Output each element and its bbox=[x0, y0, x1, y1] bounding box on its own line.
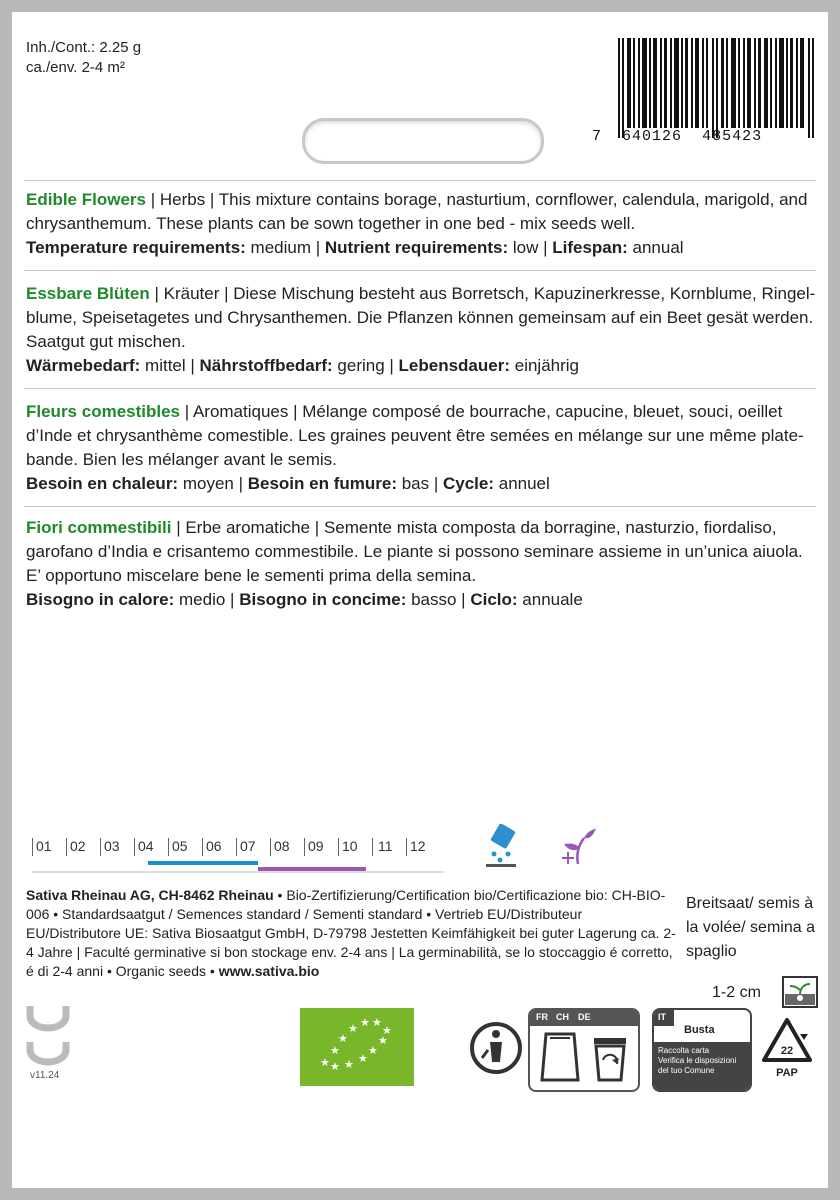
disposal-instructions bbox=[654, 1042, 750, 1090]
certification-text: • Bio-Zertifizierung/Certification bio/Certificazione bio: CH-BIO-006 • Standardsaatgut / Semences standard / Sementi standard • Vertrieb EU/Distributeur EU/Distributore UE: Sativa Biosaatgut GmbH, D-79798 Jestetten Keimfähigkeit bei guter Lagerung ca. 2-4 Jahre | Faculté germinative si bon stockage env. 2-4 ans | La germinabilità, se lo stoccaggio é corretto, é di 2-4 anni • Organic seeds • bbox=[26, 887, 676, 979]
month-label: 09 bbox=[308, 838, 324, 854]
lifespan-label: Lebensdauer: bbox=[398, 356, 511, 375]
month-divider bbox=[338, 838, 339, 856]
verifica-text: Verifica le disposizioni del tuo Comune bbox=[658, 1056, 737, 1075]
temp-label: Wärmebedarf: bbox=[26, 356, 141, 375]
nutrient-label: Nutrient requirements: bbox=[324, 238, 509, 257]
lifespan-value: einjährig bbox=[510, 356, 580, 375]
month-label: 06 bbox=[206, 838, 222, 854]
temp-label: Temperature requirements: bbox=[26, 238, 246, 257]
sowing-depth-icon bbox=[782, 976, 818, 1008]
svg-text:★: ★ bbox=[338, 1032, 348, 1045]
section-text: Semente mista composta da borragine, nasturzio, fiordaliso, garofano d’India e crisantemo commestibile. Le piante si possono seminare assieme in un’unica aiuola. E’ opportuno miscelare bene le sementi prima della semina. bbox=[26, 518, 803, 585]
svg-text:★: ★ bbox=[372, 1016, 382, 1029]
company-name: Sativa Rheinau AG, CH-8462 Rheinau bbox=[26, 887, 274, 903]
paper-bag-icon bbox=[538, 1030, 582, 1084]
month-divider bbox=[236, 838, 237, 856]
section-category: | Kräuter | bbox=[149, 284, 234, 303]
section-title: Fiori commestibili bbox=[26, 518, 172, 537]
country-ch: CH bbox=[556, 1012, 569, 1022]
svg-text:★: ★ bbox=[344, 1058, 354, 1071]
section-category: | Aromatiques | bbox=[180, 402, 303, 421]
divider bbox=[24, 388, 816, 389]
nutrient-value: gering | bbox=[332, 356, 399, 375]
svg-text:★: ★ bbox=[330, 1044, 340, 1057]
temp-label: Besoin en chaleur: bbox=[26, 474, 179, 493]
packet-area: ca./env. 2-4 m² bbox=[26, 59, 125, 76]
svg-text:★: ★ bbox=[330, 1060, 340, 1073]
sorting-info-box bbox=[528, 1008, 640, 1092]
section-title: Edible Flowers bbox=[26, 190, 146, 209]
month-divider bbox=[372, 838, 373, 856]
lifespan-value: annual bbox=[627, 238, 684, 257]
raccolta-text: Raccolta carta bbox=[658, 1046, 710, 1055]
lifespan-label: Cycle: bbox=[442, 474, 495, 493]
lifespan-value: annuale bbox=[517, 590, 583, 609]
section-text: Diese Mischung besteht aus Borretsch, Kapuzinerkresse, Kornblume, Ringel-blume, Speisetagetes und Chrysanthemen. Die Pflanzen können gemeinsam auf ein Beet gesät werden. Saatgut gut mischen. bbox=[26, 284, 816, 351]
pap-number: 22 bbox=[780, 1045, 794, 1057]
lifespan-value: annuel bbox=[494, 474, 550, 493]
eu-star-leaf-icon bbox=[300, 1008, 414, 1086]
hanger-slot bbox=[302, 118, 544, 164]
temp-value: moyen | bbox=[178, 474, 248, 493]
month-divider bbox=[100, 838, 101, 856]
section-german bbox=[26, 282, 816, 378]
lifespan-label: Lifespan: bbox=[552, 238, 628, 257]
nutrient-value: bas | bbox=[396, 474, 443, 493]
section-english bbox=[26, 188, 816, 260]
month-label: 05 bbox=[172, 838, 188, 854]
month-label: 11 bbox=[378, 838, 393, 854]
nutrient-value: basso | bbox=[406, 590, 471, 609]
section-text: Mélange composé de bourrache, capucine, bleuet, souci, oeillet d’Inde et chrysanthème comestible. Les graines peuvent être semées en mélange sur une même plate-bande. Bien les mélanger avant le semis. bbox=[26, 402, 804, 469]
month-divider bbox=[32, 838, 33, 856]
company-info bbox=[26, 886, 676, 981]
website-link[interactable]: www.sativa.bio bbox=[218, 963, 320, 979]
barcode-group-1: 640126 bbox=[622, 128, 683, 145]
packet-content: Inh./Cont.: 2.25 g bbox=[26, 39, 142, 56]
sowing-depth: 1-2 cm bbox=[712, 984, 761, 1001]
eu-organic-logo bbox=[300, 1008, 414, 1086]
nutrient-label: Nährstoffbedarf: bbox=[199, 356, 333, 375]
svg-text:★: ★ bbox=[360, 1016, 370, 1029]
temp-label: Bisogno in calore: bbox=[26, 590, 175, 609]
busta-label: Busta bbox=[684, 1024, 715, 1036]
country-de: DE bbox=[578, 1012, 591, 1022]
barcode-icon bbox=[618, 38, 814, 138]
temp-value: medio | bbox=[174, 590, 240, 609]
month-divider bbox=[270, 838, 271, 856]
svg-text:★: ★ bbox=[378, 1034, 388, 1047]
harvest-icon bbox=[558, 824, 598, 868]
harvest-period-bar bbox=[258, 867, 366, 871]
month-divider bbox=[66, 838, 67, 856]
section-text: This mixture contains borage, nasturtium, cornflower, calendula, marigold, and chrysanthemum. These plants can be sown together in one bed - mix seeds well. bbox=[26, 190, 808, 233]
section-title: Essbare Blüten bbox=[26, 284, 150, 303]
barcode-number bbox=[592, 128, 762, 145]
temp-value: mittel | bbox=[140, 356, 200, 375]
section-italian bbox=[26, 516, 816, 612]
section-title: Fleurs comestibles bbox=[26, 402, 181, 421]
month-divider bbox=[168, 838, 169, 856]
month-divider bbox=[202, 838, 203, 856]
svg-text:★: ★ bbox=[348, 1022, 358, 1035]
section-french bbox=[26, 400, 816, 496]
month-label: 08 bbox=[274, 838, 290, 854]
svg-text:★: ★ bbox=[382, 1024, 392, 1037]
country-fr: FR bbox=[536, 1012, 548, 1022]
section-category: | Herbs | bbox=[145, 190, 219, 209]
section-category: | Erbe aromatiche | bbox=[171, 518, 324, 537]
month-divider bbox=[304, 838, 305, 856]
triman-recycling-icon bbox=[468, 1018, 524, 1078]
divider bbox=[24, 270, 816, 271]
recycle-bin-icon bbox=[590, 1030, 630, 1084]
divider bbox=[24, 506, 816, 507]
month-divider bbox=[134, 838, 135, 856]
month-label: 01 bbox=[36, 838, 52, 854]
pap-label: PAP bbox=[776, 1067, 798, 1079]
barcode-group-2: 485423 bbox=[702, 128, 763, 145]
sowing-method: Breitsaat/ semis à la volée/ semina a spaglio bbox=[686, 895, 815, 960]
svg-text:★: ★ bbox=[320, 1056, 330, 1069]
barcode-prefix: 7 bbox=[592, 128, 603, 145]
packet-info bbox=[26, 38, 141, 78]
version-label: v11.24 bbox=[30, 1070, 60, 1081]
month-label: 04 bbox=[138, 838, 154, 854]
month-label: 03 bbox=[104, 838, 120, 854]
nutrient-value: low | bbox=[508, 238, 553, 257]
month-label: 12 bbox=[410, 838, 426, 854]
nutrient-label: Bisogno in concime: bbox=[239, 590, 407, 609]
temp-value: medium | bbox=[245, 238, 325, 257]
svg-text:★: ★ bbox=[358, 1052, 368, 1065]
svg-text:★: ★ bbox=[368, 1044, 378, 1057]
month-divider bbox=[406, 838, 407, 856]
sowing-period-bar bbox=[148, 861, 258, 865]
lifespan-label: Ciclo: bbox=[470, 590, 518, 609]
calendar-baseline bbox=[32, 871, 444, 873]
sowing-calendar bbox=[32, 832, 444, 872]
sowing-icon bbox=[484, 824, 524, 868]
seed-packet-back bbox=[12, 12, 828, 1188]
pap-recycling-icon bbox=[758, 1016, 816, 1080]
month-label: 07 bbox=[240, 838, 256, 854]
month-label: 10 bbox=[342, 838, 358, 854]
italy-disposal-box bbox=[652, 1008, 752, 1092]
nutrient-label: Besoin en fumure: bbox=[247, 474, 397, 493]
country-it: IT bbox=[658, 1012, 666, 1022]
month-label: 02 bbox=[70, 838, 86, 854]
divider bbox=[24, 180, 816, 181]
compostable-icon bbox=[26, 1002, 70, 1072]
